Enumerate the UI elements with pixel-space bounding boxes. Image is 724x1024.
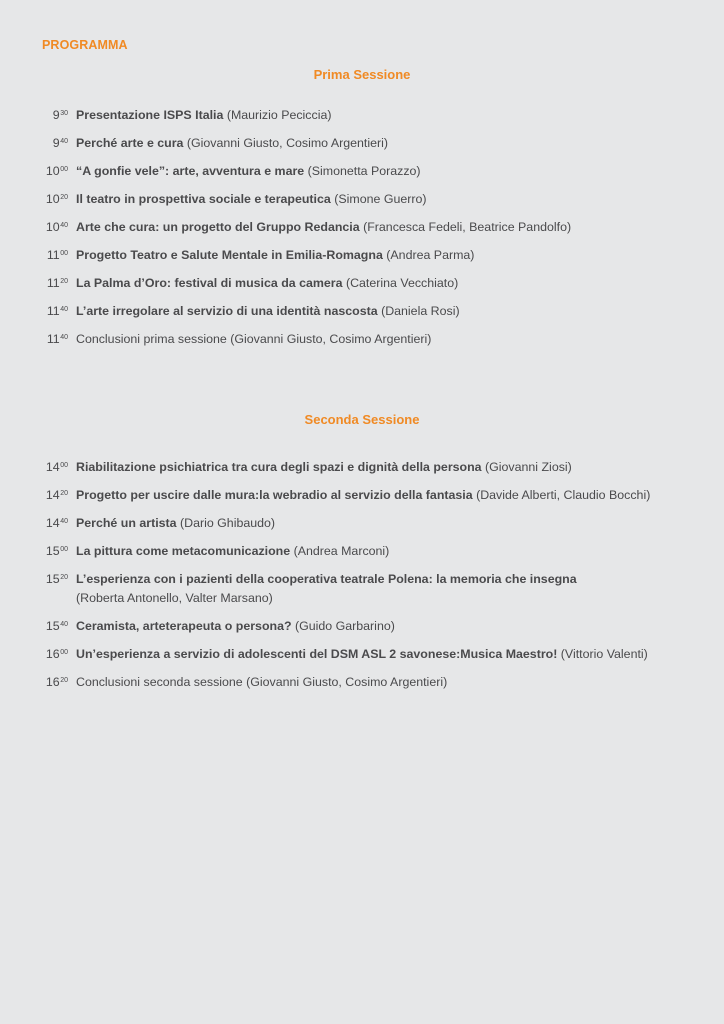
talk-title: Perché arte e cura: [76, 136, 184, 150]
talk-title: Il teatro in prospettiva sociale e terapeutica: [76, 192, 331, 206]
talk-speakers: (Simonetta Porazzo): [304, 164, 421, 178]
talk-speakers: (Andrea Marconi): [290, 544, 390, 558]
time-label: $16^{20}$: [45, 675, 68, 689]
talk-speakers: (Davide Alberti, Claudio Bocchi): [472, 488, 651, 502]
list-item: [0, 571, 724, 605]
session1-title: Prima Sessione: [313, 67, 411, 82]
talk-title: L’arte irregolare al servizio di una identità nascosta: [76, 304, 378, 318]
time-label: $10^{40}$: [45, 220, 68, 234]
talk-speakers: (Simone Guerro): [330, 192, 427, 206]
time-label: $14^{40}$: [45, 516, 68, 530]
talk-title: Presentazione ISPS Italia: [76, 108, 224, 122]
time-label: $11^{40}$: [46, 332, 68, 346]
time-label: $11^{00}$: [46, 248, 68, 262]
talk-title: Un’esperienza a servizio di adolescenti del DSM ASL 2 savonese:Musica Maestro!: [76, 647, 558, 661]
talk-title: Arte che cura: un progetto del Gruppo Redancia: [76, 220, 360, 234]
talk-title: Riabilitazione psichiatrica tra cura degli spazi e dignità della persona: [76, 460, 482, 474]
talk-title: Perché un artista: [76, 516, 177, 530]
time-label: $11^{20}$: [46, 276, 68, 290]
time-label: $15^{20}$: [45, 572, 68, 586]
time-label: $11^{40}$: [46, 304, 68, 318]
talk-title: “A gonfie vele”: arte, avventura e mare: [76, 164, 305, 178]
talk-title: Progetto Teatro e Salute Mentale in Emilia-Romagna: [76, 248, 383, 262]
talk-speakers: (Daniela Rosi): [377, 304, 460, 318]
time-label: $10^{20}$: [45, 192, 68, 206]
talk-title: La Palma d’Oro: festival di musica da camera: [76, 276, 343, 290]
time-label: $15^{00}$: [45, 544, 68, 558]
talk-title: Ceramista, arteterapeuta o persona?: [76, 619, 292, 633]
talk-speakers: (Guido Garbarino): [291, 619, 395, 633]
time-label: $16^{00}$: [45, 647, 68, 661]
time-label: $9^{30}$: [52, 108, 68, 122]
talk-speakers: (Giovanni Ziosi): [481, 460, 572, 474]
time-label: $15^{40}$: [45, 619, 68, 633]
talk-speakers: Conclusioni seconda sessione (Giovanni Giusto, Cosimo Argentieri): [76, 675, 448, 689]
talk-speakers: (Dario Ghibaudo): [176, 516, 276, 530]
talk-speakers: (Francesca Fedeli, Beatrice Pandolfo): [359, 220, 572, 234]
talk-speakers: Conclusioni prima sessione (Giovanni Giusto, Cosimo Argentieri): [76, 332, 432, 346]
talk-speakers: (Giovanni Giusto, Cosimo Argentieri): [183, 136, 388, 150]
talk-speakers: (Vittorio Valenti): [557, 647, 648, 661]
session2-title: Seconda Sessione: [304, 412, 420, 427]
talk-speakers: (Andrea Parma): [382, 248, 475, 262]
talk-title: Progetto per uscire dalle mura:la webradio al servizio della fantasia: [76, 488, 473, 502]
time-label: $10^{00}$: [45, 164, 68, 178]
talk-speakers: (Caterina Vecchiato): [342, 276, 459, 290]
time-label: $14^{00}$: [45, 460, 68, 474]
time-label: $14^{20}$: [45, 488, 68, 502]
program-heading: PROGRAMMA: [42, 38, 128, 52]
time-label: $9^{40}$: [52, 136, 68, 150]
talk-speakers: (Maurizio Peciccia): [223, 108, 332, 122]
talk-title: L’esperienza con i pazienti della cooperativa teatrale Polena: la memoria che insegna: [76, 572, 577, 586]
talk-speakers: (Roberta Antonello, Valter Marsano): [76, 591, 273, 605]
talk-title: La pittura come metacomunicazione: [76, 544, 291, 558]
